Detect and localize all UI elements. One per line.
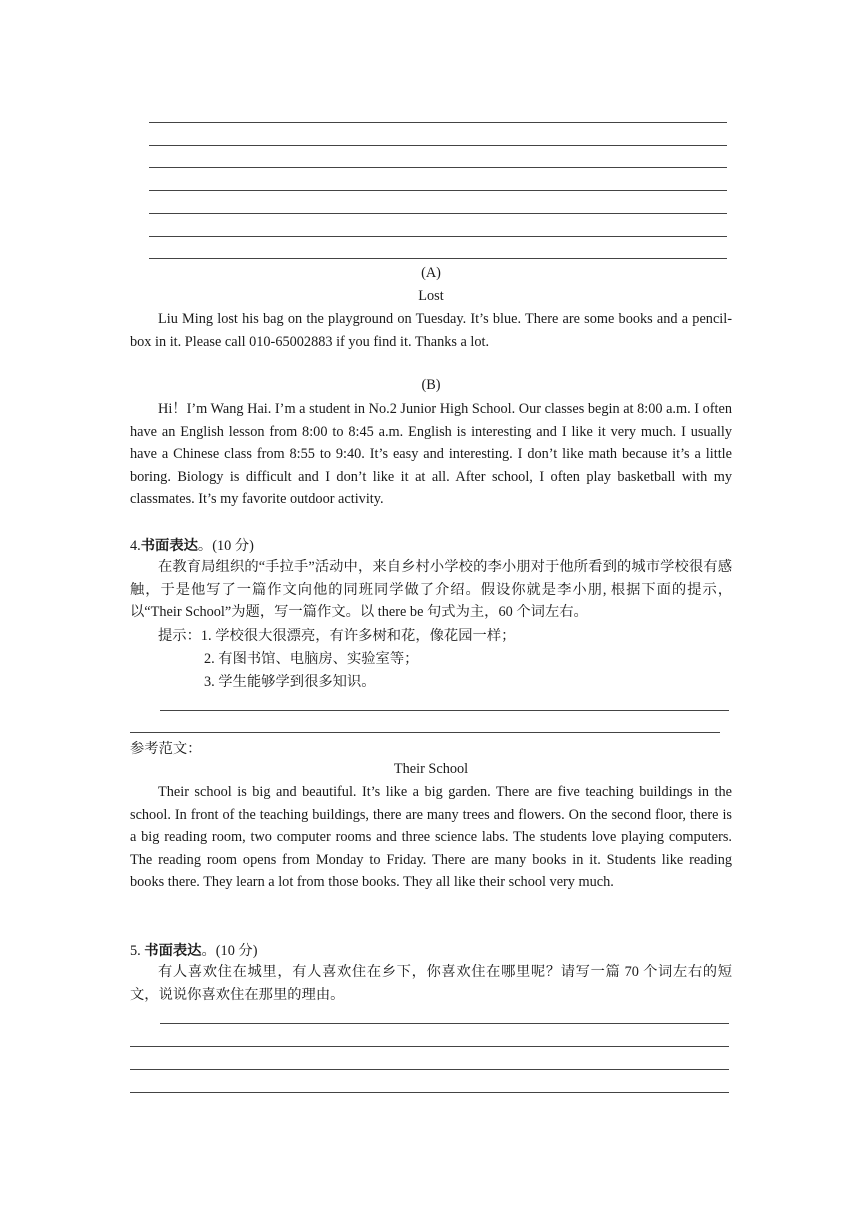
answer-line[interactable]	[149, 213, 727, 214]
q5-score: 。(10 分)	[201, 943, 258, 959]
passage-b-label: (B)	[421, 377, 441, 393]
answer-line[interactable]	[149, 122, 727, 123]
answer-line[interactable]	[149, 258, 727, 259]
passage-a-label: (A)	[421, 265, 441, 281]
q4-score: 。(10 分)	[197, 538, 254, 554]
answer-line[interactable]	[130, 1092, 729, 1093]
passage-a-text: Liu Ming lost his bag on the playground on Tuesday. It’s blue. There are some books and a pencil-box in it. Please call 010-65002883 if you find it. Thanks a lot.	[130, 311, 732, 350]
answer-line[interactable]	[160, 710, 729, 711]
answer-line[interactable]	[130, 732, 720, 733]
q5-prompt: 有人喜欢住在城里，有人喜欢住在乡下，你喜欢住在哪里呢？请写一篇 70 个词左右的短文，说说你喜欢住在那里的理由。	[130, 964, 732, 1003]
q5-title: 书面表达	[144, 943, 202, 959]
q4-hint-label: 提示：	[158, 628, 201, 644]
answer-line[interactable]	[149, 167, 727, 168]
sample-label: 参考范文：	[130, 741, 202, 757]
q4-hint-1	[158, 625, 515, 645]
q5-number: 5.	[130, 943, 145, 959]
answer-line[interactable]	[130, 1046, 729, 1047]
q4-number: 4.	[130, 538, 141, 554]
sample-text: Their school is big and beautiful. It’s like a big garden. There are five teaching buildings in the school. In front of the teaching buildings, there are many trees and flowers. On the second floor, there is a big reading room, two computer rooms and three science labs. The students love playing computers. The reading room opens from Monday to Friday. There are many books in it. Students like reading books there. They learn a lot from those books. They all like their school very much.	[130, 784, 732, 891]
q4-hint-text: 1. 学校很大很漂亮，有许多树和花，像花园一样；	[200, 628, 516, 644]
answer-line[interactable]	[149, 145, 727, 146]
passage-b-text: Hi！I’m Wang Hai. I’m a student in No.2 Junior High School. Our classes begin at 8:00 a.m. I often have an English lesson from 8:00 to 8:45 a.m. English is interesting and I like it very much. I usually have a Chinese class from 8:55 to 9:40. It’s easy and interesting. I don’t like math because it’s a little boring. Biology is difficult and I don’t like it at all. After school, I often play basketball with my classmates. It’s my favorite outdoor activity.	[130, 401, 732, 508]
answer-line[interactable]	[160, 1023, 729, 1024]
answer-line[interactable]	[130, 1069, 729, 1070]
q4-prompt: 在教育局组织的“手拉手”活动中，来自乡村小学校的李小朋对于他所看到的城市学校很有感触，于是他写了一篇作文向他的同班同学做了介绍。假设你就是李小朋, 根据下面的提示，以“Their School”为题，写一篇作文。以 there be 句式为主，60 个词左右。	[130, 559, 732, 621]
q5-heading	[130, 940, 257, 960]
passage-a-title: Lost	[418, 288, 444, 304]
q4-hint-3: 3. 学生能够学到很多知识。	[204, 674, 376, 690]
answer-line[interactable]	[149, 236, 727, 237]
q4-hint-2: 2. 有图书馆、电脑房、实验室等；	[204, 651, 419, 667]
q4-heading	[130, 535, 254, 555]
q4-title: 书面表达	[140, 538, 198, 554]
sample-title: Their School	[393, 761, 469, 777]
answer-line[interactable]	[149, 190, 727, 191]
